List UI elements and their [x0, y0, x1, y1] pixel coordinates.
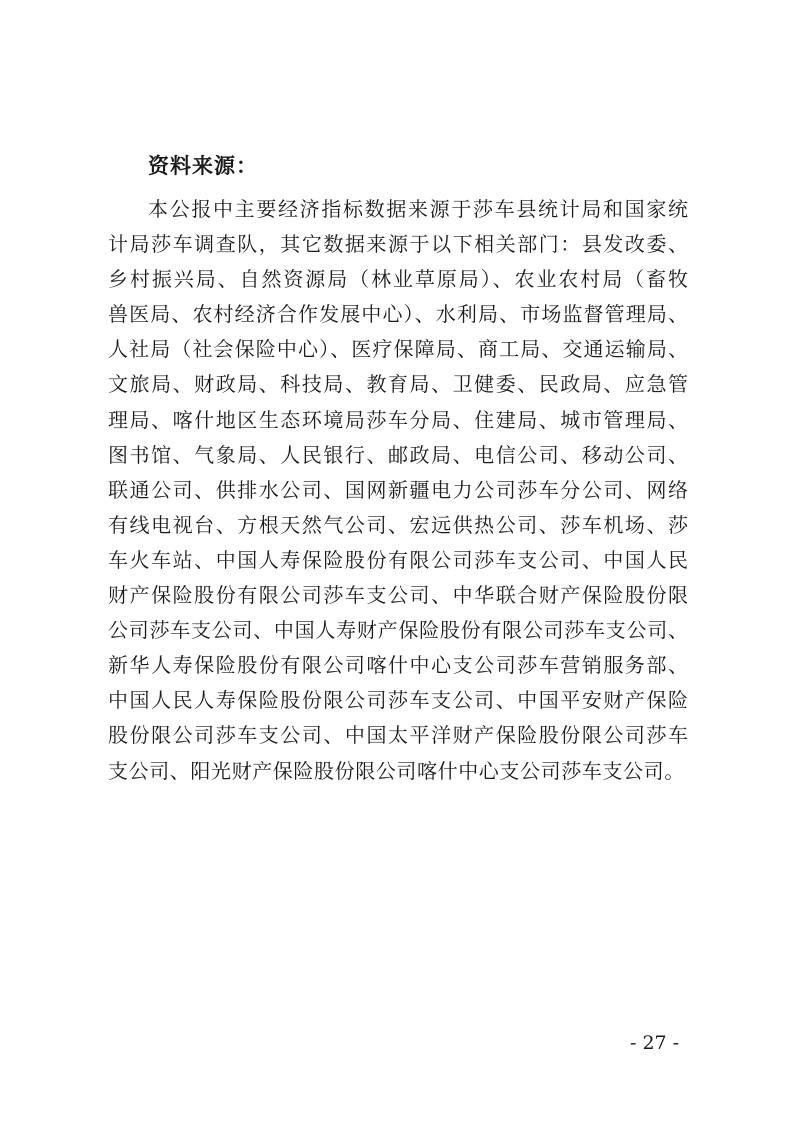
- paragraph-line: 计局莎车调查队，其它数据来源于以下相关部门：县发改委、: [108, 232, 688, 257]
- paragraph-line: 车火车站、中国人寿保险股份有限公司莎车支公司、中国人民: [108, 547, 688, 572]
- paragraph-line: 兽医局、农村经济合作发展中心）、水利局、市场监督管理局、: [108, 302, 688, 327]
- paragraph-line: 理局、喀什地区生态环境局莎车分局、住建局、城市管理局、: [108, 407, 688, 432]
- paragraph-line: 有线电视台、方根天然气公司、宏远供热公司、莎车机场、莎: [108, 512, 688, 537]
- paragraph-line: 图书馆、气象局、人民银行、邮政局、电信公司、移动公司、: [108, 442, 688, 467]
- paragraph-line: 本公报中主要经济指标数据来源于莎车县统计局和国家统: [148, 197, 688, 221]
- paragraph-line: 财产保险股份有限公司莎车支公司、中华联合财产保险股份限: [108, 583, 688, 608]
- paragraph-line: 联通公司、供排水公司、国网新疆电力公司莎车分公司、网络: [108, 477, 688, 502]
- section-heading: 资料来源：: [148, 154, 258, 178]
- paragraph-line: 股份限公司莎车支公司、中国太平洋财产保险股份限公司莎车: [108, 723, 688, 748]
- paragraph-line: 人社局（社会保险中心）、医疗保障局、商工局、交通运输局、: [108, 337, 688, 362]
- data-sources-paragraph: [108, 192, 688, 789]
- paragraph-line: 新华人寿保险股份有限公司喀什中心支公司莎车营销服务部、: [108, 653, 688, 678]
- paragraph-line: 中国人民人寿保险股份限公司莎车支公司、中国平安财产保险: [108, 688, 688, 713]
- page-number: - 27 -: [630, 1032, 680, 1054]
- paragraph-line: 乡村振兴局、自然资源局（林业草原局）、农业农村局（畜牧: [108, 267, 688, 292]
- paragraph-line: 文旅局、财政局、科技局、教育局、卫健委、民政局、应急管: [108, 372, 688, 397]
- paragraph-line: 支公司、阳光财产保险股份限公司喀什中心支公司莎车支公司。: [108, 758, 685, 783]
- paragraph-line: 公司莎车支公司、中国人寿财产保险股份有限公司莎车支公司、: [108, 618, 688, 643]
